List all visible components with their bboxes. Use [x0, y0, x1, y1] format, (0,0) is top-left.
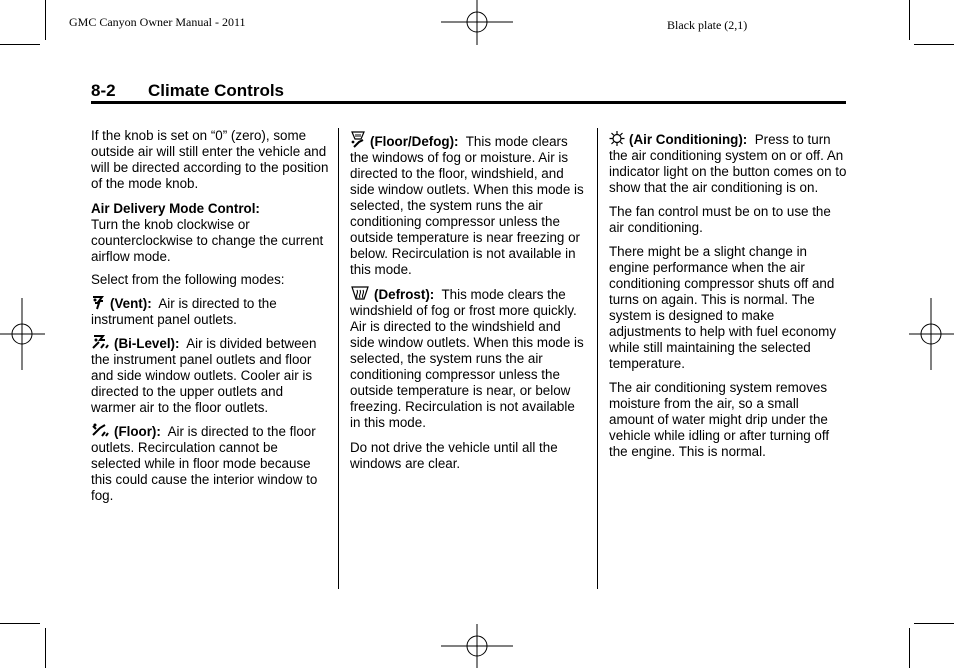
crop-mark-icon: [0, 44, 40, 45]
title-rule: [91, 101, 846, 104]
paragraph: There might be a slight change in engine performance when the air conditioning compressor shuts off and turns on again. This is normal. The system is designed to make adjustments to help with fuel economy while still maintaining the selected temperature.: [609, 244, 837, 371]
warning-paragraph: Do not drive the vehicle until all the windows are clear.: [350, 440, 558, 471]
paragraph: [91, 201, 329, 265]
column-2: [350, 131, 588, 479]
plate-label: Black plate (2,1): [667, 18, 748, 32]
floor-defog-icon: [350, 131, 366, 148]
crop-mark-icon: [45, 0, 46, 40]
mode-floor: [91, 423, 329, 504]
registration-mark-icon: [909, 298, 954, 370]
air-conditioning-icon: [609, 131, 625, 146]
bi-level-icon: [91, 335, 110, 350]
crop-mark-icon: [909, 0, 910, 40]
mode-label: (Defrost):: [374, 287, 435, 302]
mode-vent: [91, 295, 329, 328]
column-1: [91, 128, 329, 511]
chapter-title: Climate Controls: [148, 81, 285, 100]
paragraph: The fan control must be on to use the air conditioning.: [609, 204, 831, 235]
page-number: 8-2: [91, 81, 116, 100]
mode-label: (Vent):: [110, 296, 152, 311]
paragraph: Select from the following modes:: [91, 272, 285, 287]
paragraph: If the knob is set on “0” (zero), some outside air will still enter the vehicle and will be directed according to the position of the mode knob.: [91, 128, 329, 191]
mode-label: (Floor):: [114, 424, 161, 439]
mode-label: (Bi-Level):: [114, 336, 180, 351]
crop-mark-icon: [45, 628, 46, 668]
subheading: Air Delivery Mode Control:: [91, 201, 260, 216]
paragraph-text: Turn the knob clockwise or counterclockwise to change the current airflow mode.: [91, 217, 324, 264]
mode-floor-defog: [350, 131, 588, 278]
mode-label: (Air Conditioning):: [629, 132, 748, 147]
column-divider: [597, 128, 598, 589]
registration-mark-icon: [441, 624, 513, 668]
crop-mark-icon: [914, 623, 954, 624]
crop-mark-icon: [0, 623, 40, 624]
mode-text: This mode clears the windshield of fog or frost more quickly. Air is directed to the windshield and side window outlets. When this mode is selected, the system runs the air conditioning compressor unless the outside temperature is near, or below freezing. Recirculation is not available in this mode.: [350, 287, 584, 430]
mode-air-conditioning: [609, 131, 847, 196]
registration-mark-icon: [0, 298, 45, 370]
paragraph: The air conditioning system removes moisture from the air, so a small amount of water might drip under the vehicle while idling or after turning off the engine. This is normal.: [609, 380, 830, 459]
defrost-icon: [350, 286, 370, 301]
crop-mark-icon: [909, 628, 910, 668]
running-header-title: GMC Canyon Owner Manual - 2011: [69, 15, 246, 29]
column-divider: [338, 128, 339, 589]
page-title: [91, 81, 284, 101]
mode-text: Air is directed to the instrument panel outlets.: [91, 296, 277, 327]
mode-text: Air is divided between the instrument panel outlets and floor and side window outlets. Cooler air is directed to the upper outlets and warmer air to the floor outlets.: [91, 336, 317, 415]
mode-text: This mode clears the windows of fog or moisture. Air is directed to the floor, windshield, and side window outlets. When this mode is selected, the system runs the air conditioning compressor unless the outside temperature is near freezing or below. Recirculation is not available in this mode.: [350, 134, 584, 277]
mode-defrost: [350, 286, 588, 431]
mode-bi-level: [91, 335, 329, 416]
mode-text: Air is directed to the floor outlets. Recirculation cannot be selected while in floor mode because this could cause the interior window to fog.: [91, 424, 318, 503]
mode-text: Press to turn the air conditioning system on or off. An indicator light on the button comes on to show that the air conditioning is on.: [609, 132, 847, 195]
crop-mark-icon: [914, 44, 954, 45]
vent-icon: [91, 295, 106, 310]
floor-icon: [91, 423, 110, 438]
mode-label: (Floor/Defog):: [370, 134, 459, 149]
column-3: [609, 131, 847, 467]
registration-mark-icon: [441, 0, 513, 45]
